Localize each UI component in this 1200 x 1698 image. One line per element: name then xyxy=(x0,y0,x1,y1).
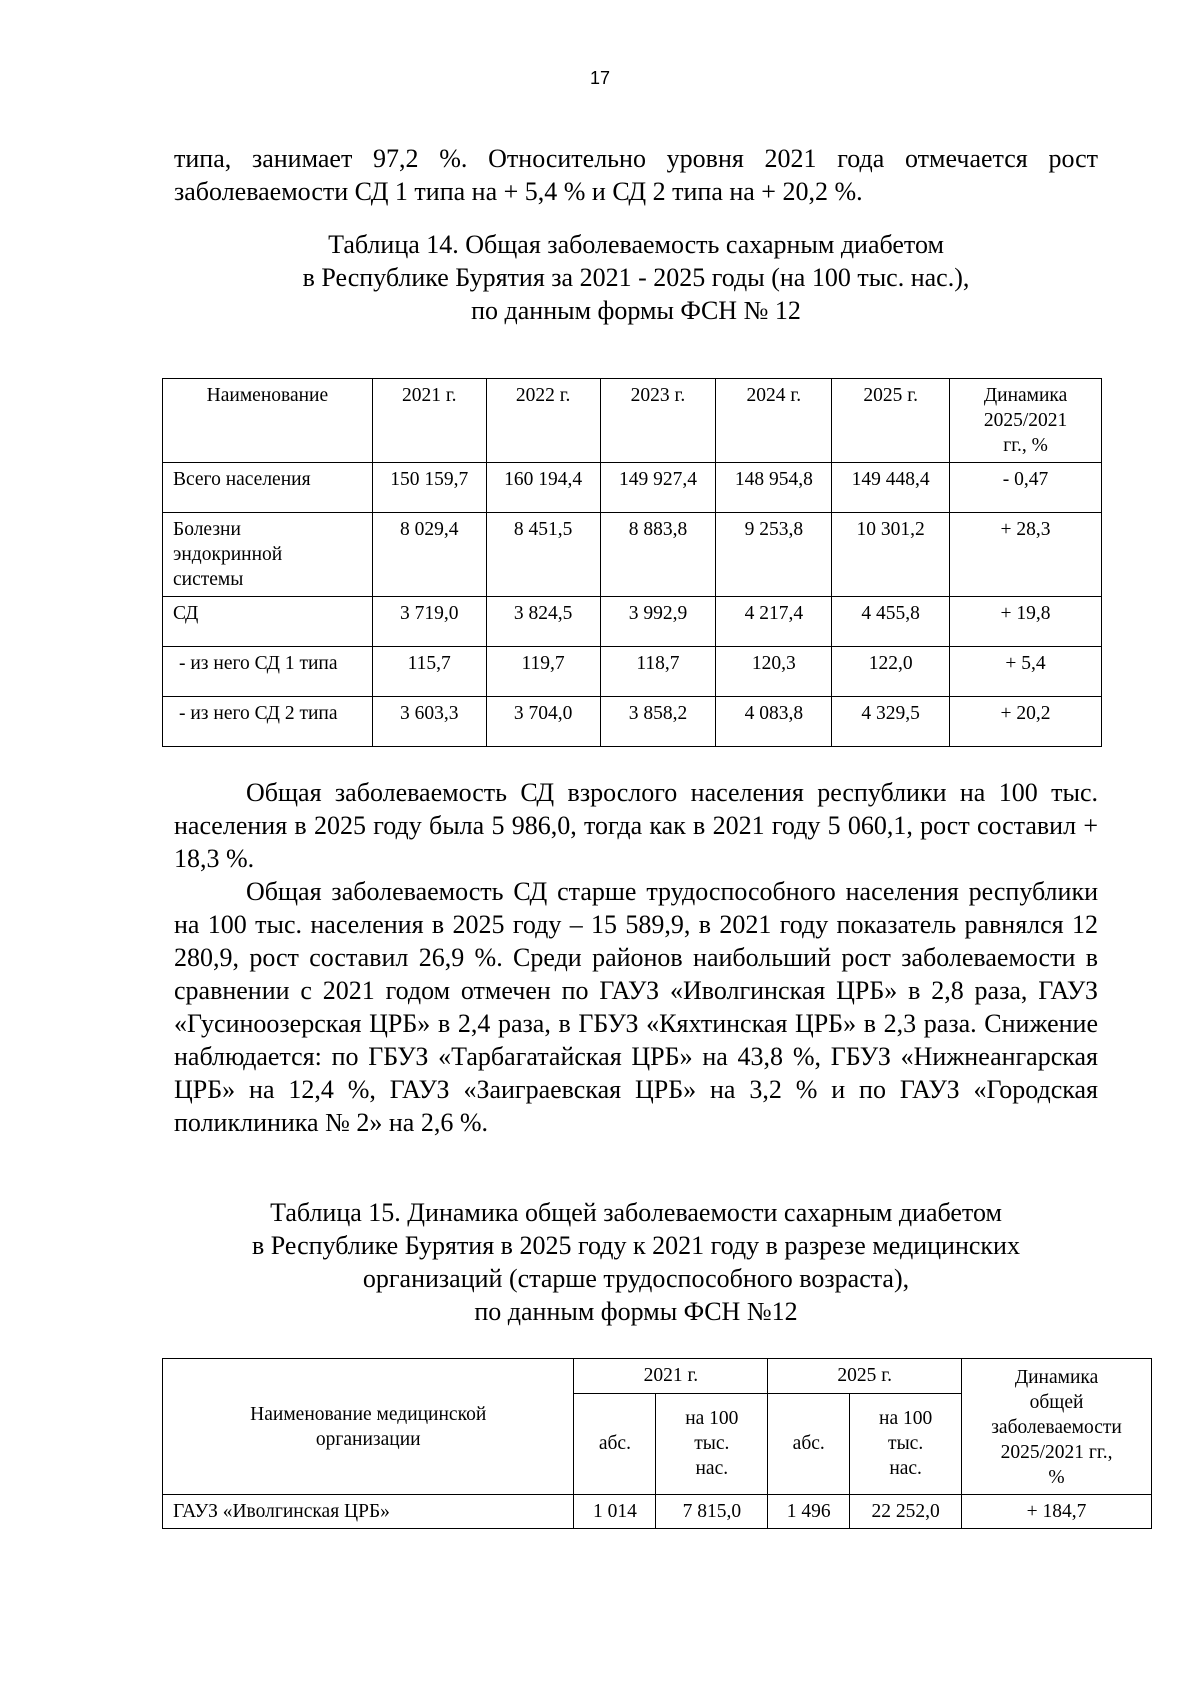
cell: 8 029,4 xyxy=(372,513,486,597)
header-2023: 2023 г. xyxy=(600,379,716,463)
header-abs-2025: абс. xyxy=(768,1393,850,1495)
header-abs-2021: абс. xyxy=(574,1393,656,1495)
paragraph-adult-incidence: Общая заболеваемость СД взрослого населения республики на 100 тыс. населения в 2025 году была 5 986,0, тогда как в 2021 году 5 060,1, рост составил + 18,3 %. xyxy=(174,778,1098,873)
table-15-caption: Таблица 15. Динамика общей заболеваемости сахарным диабетом в Республике Бурятия в 2025 году к 2021 году в разрезе медицинских организаций (старше трудоспособного возраста), по данным формы ФСН №12 xyxy=(252,1198,1020,1326)
cell: + 184,7 xyxy=(962,1495,1152,1529)
cell: + 19,8 xyxy=(950,597,1102,647)
table-row xyxy=(163,513,1102,597)
cell: 10 301,2 xyxy=(832,513,950,597)
cell: 4 217,4 xyxy=(716,597,832,647)
cell: 7 815,0 xyxy=(656,1495,768,1529)
cell: 120,3 xyxy=(716,647,832,697)
cell: 150 159,7 xyxy=(372,463,486,513)
header-2021: 2021 г. xyxy=(574,1359,768,1394)
header-2025: 2025 г. xyxy=(768,1359,962,1394)
cell: 3 704,0 xyxy=(486,697,600,747)
table-15 xyxy=(162,1358,1152,1529)
cell: + 28,3 xyxy=(950,513,1102,597)
cell: 22 252,0 xyxy=(850,1495,962,1529)
cell: 3 719,0 xyxy=(372,597,486,647)
table-row xyxy=(163,463,1102,513)
header-2025: 2025 г. xyxy=(832,379,950,463)
header-2021: 2021 г. xyxy=(372,379,486,463)
table-header-row xyxy=(163,1359,1152,1394)
cell: 8 883,8 xyxy=(600,513,716,597)
paragraph-continuation: типа, занимает 97,2 %. Относительно уровня 2021 года отмечается рост заболеваемости СД 1 типа на + 5,4 % и СД 2 типа на + 20,2 %. xyxy=(174,144,1098,206)
cell: 3 603,3 xyxy=(372,697,486,747)
table-row xyxy=(163,597,1102,647)
cell: 1 014 xyxy=(574,1495,656,1529)
table-row xyxy=(163,1495,1152,1529)
cell: - 0,47 xyxy=(950,463,1102,513)
cell: 9 253,8 xyxy=(716,513,832,597)
cell: 149 927,4 xyxy=(600,463,716,513)
cell: 118,7 xyxy=(600,647,716,697)
table-14 xyxy=(162,378,1102,747)
cell: 149 448,4 xyxy=(832,463,950,513)
row-name: - из него СД 2 типа xyxy=(163,697,373,747)
cell: 4 083,8 xyxy=(716,697,832,747)
cell: 115,7 xyxy=(372,647,486,697)
table-row xyxy=(163,647,1102,697)
cell: 4 329,5 xyxy=(832,697,950,747)
header-dynamics: Динамика общей заболеваемости 2025/2021 гг., % xyxy=(962,1359,1152,1495)
cell: 160 194,4 xyxy=(486,463,600,513)
row-name: Всего населения xyxy=(163,463,373,513)
cell: 148 954,8 xyxy=(716,463,832,513)
row-name: СД xyxy=(163,597,373,647)
cell: 1 496 xyxy=(768,1495,850,1529)
header-2024: 2024 г. xyxy=(716,379,832,463)
row-name: Болезни эндокринной системы xyxy=(163,513,373,597)
row-name: ГАУЗ «Иволгинская ЦРБ» xyxy=(163,1495,574,1529)
row-name: - из него СД 1 типа xyxy=(163,647,373,697)
cell: 3 824,5 xyxy=(486,597,600,647)
header-dynamics: Динамика 2025/2021 гг., % xyxy=(950,379,1102,463)
cell: 4 455,8 xyxy=(832,597,950,647)
table-14-caption: Таблица 14. Общая заболеваемость сахарным диабетом в Республике Бурятия за 2021 - 2025 годы (на 100 тыс. нас.), по данным формы ФСН № 12 xyxy=(302,230,970,325)
cell: 3 858,2 xyxy=(600,697,716,747)
cell: 122,0 xyxy=(832,647,950,697)
page-number: 17 xyxy=(589,68,611,88)
cell: + 20,2 xyxy=(950,697,1102,747)
paragraph-elderly-incidence: Общая заболеваемость СД старше трудоспособного населения республики на 100 тыс. населения в 2025 году – 15 589,9, в 2021 году показатель равнялся 12 280,9, рост составил 26,9 %. Среди районов наибольший рост заболеваемости в сравнении с 2021 годом отмечен по ГАУЗ «Иволгинская ЦРБ» в 2,8 раза, ГАУЗ «Гусиноозерская ЦРБ» в 2,4 раза, в ГБУЗ «Кяхтинская ЦРБ» в 2,3 раза. Снижение наблюдается: по ГБУЗ «Тарбагатайская ЦРБ» на 43,8 %, ГБУЗ «Нижнеангарская ЦРБ» на 12,4 %, ГАУЗ «Заиграевская ЦРБ» на 3,2 % и по ГАУЗ «Городская поликлиника № 2» на 2,6 %. xyxy=(174,877,1098,1137)
header-organization: Наименование медицинской организации xyxy=(163,1359,574,1495)
cell: 8 451,5 xyxy=(486,513,600,597)
cell: 119,7 xyxy=(486,647,600,697)
table-row xyxy=(163,697,1102,747)
header-name: Наименование xyxy=(163,379,373,463)
cell: 3 992,9 xyxy=(600,597,716,647)
cell: + 5,4 xyxy=(950,647,1102,697)
header-2022: 2022 г. xyxy=(486,379,600,463)
header-per100-2025: на 100 тыс. нас. xyxy=(850,1393,962,1495)
table-header-row xyxy=(163,379,1102,463)
header-per100-2021: на 100 тыс. нас. xyxy=(656,1393,768,1495)
